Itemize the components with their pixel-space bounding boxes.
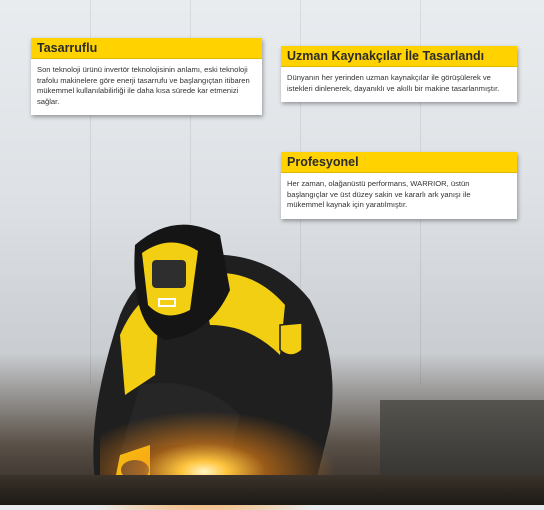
- info-box-professional: [281, 152, 517, 219]
- info-box-text: Dünyanın her yerinden uzman kaynakçılar ile görüşülerek ve istekleri dinlenerek, dayanıklı ve akıllı bir makine tasarlanmıştır.: [281, 67, 517, 102]
- info-box-text: Her zaman, olağanüstü performans, WARRIOR, üstün başlangıçlar ve üst düzey sakin ve kararlı ark yanışı ile mükemmel kaynak için yaratılmıştır.: [281, 173, 517, 219]
- info-box-title: Profesyonel: [281, 152, 517, 173]
- info-box-title: Uzman Kaynakçılar İle Tasarlandı: [281, 46, 517, 67]
- info-box-experts: [281, 46, 517, 102]
- info-box-savings: [31, 38, 262, 115]
- info-box-title: Tasarruflu: [31, 38, 262, 59]
- info-box-text: Son teknoloji ürünü invertör teknolojisinin anlamı, eski teknoloji trafolu makinelere göre enerji tasarrufu ve başlangıçtan itibaren mükemmel kullanılabilirliği ile daha kısa sürede kar etmenizi sağlar.: [31, 59, 262, 115]
- workpiece-floor: [0, 475, 544, 505]
